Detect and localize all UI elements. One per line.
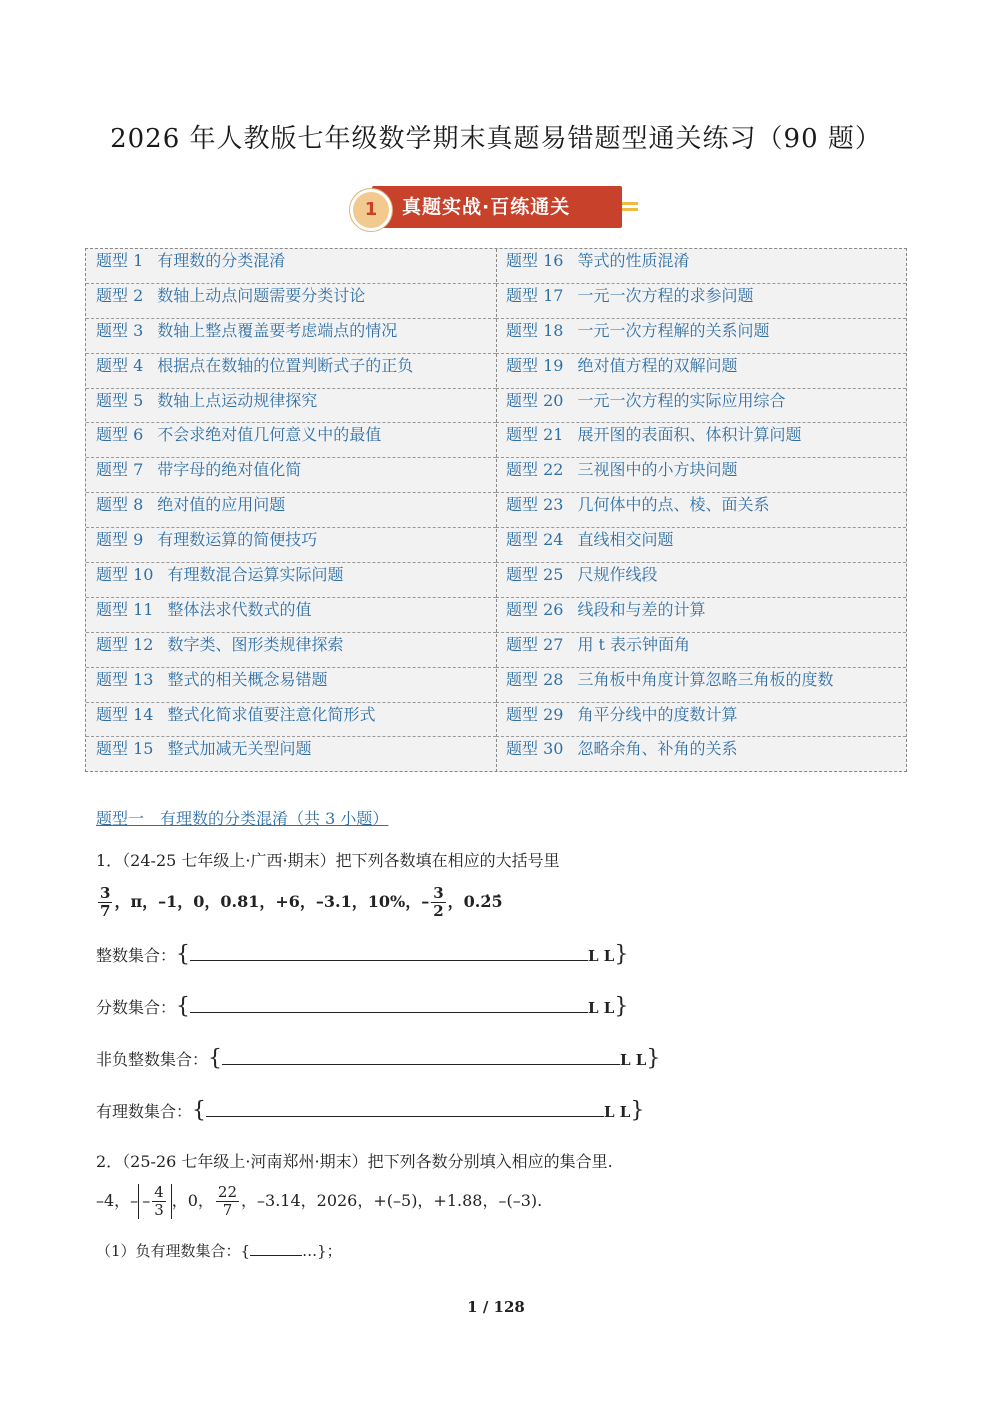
topic-item[interactable] bbox=[496, 633, 906, 668]
rational-set-row bbox=[96, 1098, 644, 1123]
ellipsis: L L bbox=[620, 1051, 647, 1069]
topic-name: 尺规作线段 bbox=[577, 565, 658, 585]
topic-name: 一元一次方程的求参问题 bbox=[577, 285, 754, 305]
topic-item[interactable] bbox=[496, 423, 906, 458]
fraction-3-7: $\frac{3}{7}$ bbox=[100, 884, 111, 920]
topic-name: 带字母的绝对值化简 bbox=[157, 460, 302, 480]
topic-name: 根据点在数轴的位置判断式子的正负 bbox=[157, 355, 414, 375]
topic-name: 整式的相关概念易错题 bbox=[167, 669, 328, 689]
topic-number: 题型 7 bbox=[96, 460, 144, 480]
topic-number: 题型 2 bbox=[96, 285, 144, 305]
topic-name: 线段和与差的计算 bbox=[577, 599, 706, 619]
question-2-sub1 bbox=[96, 1240, 342, 1261]
topic-number: 题型 13 bbox=[96, 669, 154, 689]
nonneg-integer-set-blank[interactable] bbox=[222, 1050, 620, 1065]
topic-number: 题型 11 bbox=[96, 599, 154, 619]
topic-name: 直线相交问题 bbox=[577, 530, 674, 550]
topic-name: 数轴上整点覆盖要考虑端点的情况 bbox=[157, 320, 398, 340]
page-number: 1 / 128 bbox=[467, 1298, 525, 1316]
topic-name: 一元一次方程解的关系问题 bbox=[577, 320, 770, 340]
sub1-tail: …}； bbox=[302, 1242, 342, 1260]
topic-item[interactable] bbox=[86, 354, 496, 389]
banner-number: 1 bbox=[350, 189, 392, 231]
topic-name: 绝对值的应用问题 bbox=[157, 495, 286, 515]
topic-name: 有理数运算的简便技巧 bbox=[157, 530, 318, 550]
number-list-part2: ，0， bbox=[171, 1191, 214, 1210]
topic-item[interactable] bbox=[86, 703, 496, 738]
topic-number: 题型 25 bbox=[506, 565, 564, 585]
ellipsis: L L bbox=[604, 1103, 631, 1121]
topic-number: 题型 21 bbox=[506, 425, 564, 445]
integer-set-row bbox=[96, 942, 628, 967]
rational-set-blank[interactable] bbox=[206, 1102, 604, 1117]
topic-name: 绝对值方程的双解问题 bbox=[577, 355, 738, 375]
brace-open: { bbox=[208, 1046, 223, 1071]
topic-table bbox=[85, 248, 907, 772]
stripes-icon bbox=[622, 202, 638, 216]
topic-item[interactable] bbox=[496, 598, 906, 633]
topic-column-left bbox=[86, 249, 497, 772]
topic-item[interactable] bbox=[496, 284, 906, 319]
topic-item[interactable] bbox=[86, 668, 496, 703]
topic-item[interactable] bbox=[496, 354, 906, 389]
topic-name: 整体法求代数式的值 bbox=[167, 599, 312, 619]
topic-item[interactable] bbox=[496, 458, 906, 493]
topic-name: 数轴上动点问题需要分类讨论 bbox=[157, 285, 366, 305]
question-1-numbers bbox=[96, 885, 503, 920]
topic-item[interactable] bbox=[496, 737, 906, 772]
topic-name: 三角板中角度计算忽略三角板的度数 bbox=[577, 669, 834, 689]
topic-item[interactable] bbox=[86, 737, 496, 772]
topic-name: 数轴上点运动规律探究 bbox=[157, 390, 318, 410]
fraction-set-blank[interactable] bbox=[190, 998, 588, 1013]
question-2-numbers bbox=[96, 1184, 542, 1219]
integer-set-label: 整数集合： bbox=[96, 946, 177, 965]
topic-item[interactable] bbox=[86, 389, 496, 424]
brace-open: { bbox=[176, 942, 191, 967]
topic-number: 题型 24 bbox=[506, 530, 564, 550]
topic-item[interactable] bbox=[86, 633, 496, 668]
topic-number: 题型 26 bbox=[506, 599, 564, 619]
topic-number: 题型 5 bbox=[96, 390, 144, 410]
topic-item[interactable] bbox=[496, 668, 906, 703]
fraction-3-2: $\frac{3}{2}$ bbox=[433, 884, 444, 920]
topic-number: 题型 20 bbox=[506, 390, 564, 410]
topic-number: 题型 9 bbox=[96, 530, 144, 550]
topic-name: 用 t 表示钟面角 bbox=[577, 634, 691, 654]
topic-number: 题型 27 bbox=[506, 634, 564, 654]
topic-name: 不会求绝对值几何意义中的最值 bbox=[157, 425, 382, 445]
topic-item[interactable] bbox=[86, 563, 496, 598]
fraction-22-7: $\frac{22}{7}$ bbox=[217, 1183, 238, 1219]
topic-item[interactable] bbox=[496, 249, 906, 284]
topic-name: 忽略余角、补角的关系 bbox=[577, 739, 738, 759]
topic-item[interactable] bbox=[86, 598, 496, 633]
topic-item[interactable] bbox=[496, 319, 906, 354]
topic-number: 题型 18 bbox=[506, 320, 564, 340]
topic-number: 题型 1 bbox=[96, 251, 144, 270]
topic-name: 一元一次方程的实际应用综合 bbox=[577, 390, 786, 410]
page-title: 2026 年人教版七年级数学期末真题易错题型通关练习（90 题） bbox=[110, 124, 882, 154]
topic-name: 有理数混合运算实际问题 bbox=[167, 565, 344, 585]
number-list-part3: ，–3.14，2026，+(–5)，+1.88，–(–3). bbox=[241, 1191, 543, 1210]
topic-name: 整式加减无关型问题 bbox=[167, 739, 312, 759]
topic-name: 三视图中的小方块问题 bbox=[577, 460, 738, 480]
repeating-decimal: ，0.2̇5̇ bbox=[447, 892, 503, 911]
brace-open: { bbox=[192, 1098, 207, 1123]
topic-number: 题型 6 bbox=[96, 425, 144, 445]
rational-set-label: 有理数集合： bbox=[96, 1102, 193, 1121]
topic-number: 题型 15 bbox=[96, 739, 154, 759]
topic-column-right bbox=[496, 249, 906, 772]
nonneg-integer-set-row bbox=[96, 1046, 660, 1071]
topic-number: 题型 8 bbox=[96, 495, 144, 515]
topic-number: 题型 29 bbox=[506, 704, 564, 724]
topic-number: 题型 22 bbox=[506, 460, 564, 480]
sub1-blank[interactable] bbox=[250, 1241, 302, 1256]
topic-name: 展开图的表面积、体积计算问题 bbox=[577, 425, 802, 445]
topic-name: 数字类、图形类规律探索 bbox=[167, 634, 344, 654]
integer-set-blank[interactable] bbox=[190, 946, 588, 961]
topic-number: 题型 4 bbox=[96, 355, 144, 375]
topic-number: 题型 23 bbox=[506, 495, 564, 515]
topic-name: 角平分线中的度数计算 bbox=[577, 704, 738, 724]
topic-item[interactable] bbox=[86, 249, 496, 284]
topic-name: 整式化简求值要注意化简形式 bbox=[167, 704, 376, 724]
question-2-stem: 2．（25-26 七年级上·河南郑州·期末）把下列各数分别填入相应的集合里. bbox=[96, 1152, 613, 1171]
ellipsis: L L bbox=[588, 999, 615, 1017]
topic-number: 题型 3 bbox=[96, 320, 144, 340]
topic-item[interactable] bbox=[496, 389, 906, 424]
brace-close: } bbox=[630, 1098, 645, 1123]
banner-text: 真题实战·百练通关 bbox=[402, 196, 571, 218]
absolute-value: – $\frac{4}{3}$ bbox=[138, 1184, 172, 1219]
sub1-label: （1）负有理数集合：{ bbox=[96, 1242, 251, 1260]
topic-item[interactable] bbox=[86, 423, 496, 458]
topic-number: 题型 12 bbox=[96, 634, 154, 654]
topic-number: 题型 14 bbox=[96, 704, 154, 724]
topic-item[interactable] bbox=[496, 563, 906, 598]
section-heading[interactable]: 题型一 有理数的分类混淆（共 3 小题） bbox=[96, 809, 389, 828]
topic-number: 题型 10 bbox=[96, 565, 154, 585]
brace-open: { bbox=[176, 994, 191, 1019]
topic-name: 有理数的分类混淆 bbox=[157, 251, 286, 270]
section-banner bbox=[348, 184, 640, 232]
topic-item[interactable] bbox=[496, 703, 906, 738]
topic-item[interactable] bbox=[496, 528, 906, 563]
brace-close: } bbox=[614, 942, 629, 967]
topic-item[interactable] bbox=[496, 493, 906, 528]
topic-number: 题型 16 bbox=[506, 251, 564, 270]
topic-number: 题型 30 bbox=[506, 739, 564, 759]
topic-item[interactable] bbox=[86, 284, 496, 319]
topic-number: 题型 28 bbox=[506, 669, 564, 689]
topic-item[interactable] bbox=[86, 528, 496, 563]
topic-item[interactable] bbox=[86, 458, 496, 493]
ellipsis: L L bbox=[588, 947, 615, 965]
brace-close: } bbox=[614, 994, 629, 1019]
topic-item[interactable] bbox=[86, 319, 496, 354]
nonneg-integer-set-label: 非负整数集合： bbox=[96, 1050, 209, 1069]
brace-close: } bbox=[646, 1046, 661, 1071]
topic-item[interactable] bbox=[86, 493, 496, 528]
number-list-part1: –4，– bbox=[96, 1191, 139, 1210]
fraction-set-row bbox=[96, 994, 628, 1019]
topic-name: 几何体中的点、棱、面关系 bbox=[577, 495, 770, 515]
number-list: ，π，–1，0，0.81，+6，–3.1，10%，– bbox=[114, 892, 430, 911]
fraction-set-label: 分数集合： bbox=[96, 998, 177, 1017]
topic-number: 题型 17 bbox=[506, 285, 564, 305]
question-1-stem: 1．（24-25 七年级上·广西·期末）把下列各数填在相应的大括号里 bbox=[96, 851, 560, 870]
topic-number: 题型 19 bbox=[506, 355, 564, 375]
topic-name: 等式的性质混淆 bbox=[577, 251, 690, 270]
